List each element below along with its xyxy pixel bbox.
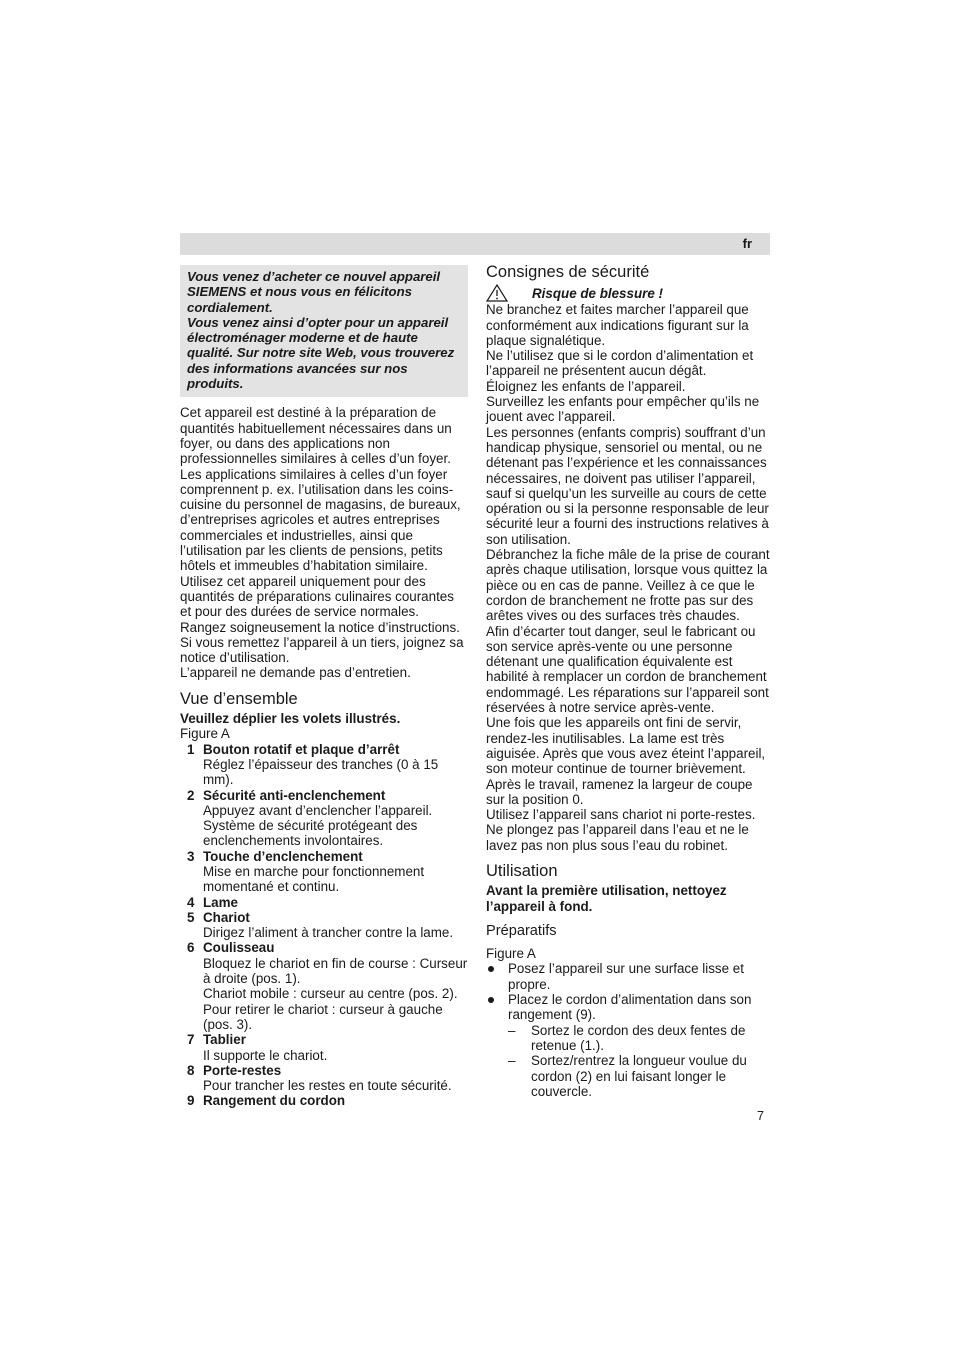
item-description: Pour trancher les restes en toute sécurité.: [203, 1078, 452, 1094]
utilisation-intro: Avant la première utilisation, nettoyez l’appareil à fond.: [486, 883, 727, 914]
overview-instruction: Veuillez déplier les volets illustrés.: [180, 711, 401, 727]
list-item: [486, 1053, 772, 1099]
overview-title: Vue d’ensemble: [180, 689, 298, 708]
item-title: Sécurité anti-enclenchement: [203, 787, 386, 803]
preparation-steps: [486, 961, 772, 1022]
safety-paragraph: Éloignez les enfants de l’appareil.: [486, 378, 686, 394]
list-item: [180, 849, 468, 895]
utilisation-title: Utilisation: [486, 861, 558, 880]
list-item: [486, 961, 772, 992]
item-title: Bouton rotatif et plaque d’arrêt: [203, 741, 400, 757]
safety-paragraph: Ne plongez pas l’appareil dans l’eau et ne le lavez pas non plus sous l’eau du robinet.: [486, 822, 749, 853]
step-text: Placez le cordon d’alimentation dans son rangement (9).: [508, 992, 752, 1023]
left-column: [180, 265, 468, 1109]
item-number: 6: [187, 940, 195, 956]
safety-title: Consignes de sécurité: [486, 263, 650, 281]
item-number: 1: [187, 741, 195, 757]
step-text: Posez l’appareil sur une surface lisse et propre.: [508, 961, 744, 992]
safety-paragraph: Utilisez l’appareil sans chariot ni porte-restes.: [486, 807, 756, 823]
list-item: [180, 1032, 468, 1063]
preparation-title: Préparatifs: [486, 922, 557, 939]
dash-icon: –: [508, 1053, 516, 1069]
item-title: Touche d’enclenchement: [203, 848, 363, 864]
item-description: Chariot mobile : curseur au centre (pos. 2).: [203, 986, 458, 1002]
item-description: Bloquez le chariot en fin de course : Curseur à droite (pos. 1).: [203, 955, 468, 987]
item-description: Dirigez l’aliment à trancher contre la lame.: [203, 925, 454, 941]
list-item: [180, 1063, 468, 1094]
usage-paragraph: Cet appareil est destiné à la préparation de quantités habituellement nécessaires dans un foyer, ou dans des applications non professionnelles similaires à celles d’un foyer. Les applications similaires à celles d’un foyer comprennent p. ex. l’utilisation dans les coins-cuisine du personnel de magasins, de bureaux, d’entreprises agricoles et autres entreprises commerciales et industrielles, ainsi que l’utilisation par les clients de pensions, petits hôtels et immeubles d’habitation similaire.: [180, 405, 461, 574]
safety-paragraph: Afin d’écarter tout danger, seul le fabricant ou son service après-vente ou une personne détenant une qualification équivalente est habilité à remplacer un cordon de branchement endommagé. Les réparations sur l’appareil sont réservées à notre service après-vente.: [486, 623, 769, 716]
item-number: 5: [187, 909, 195, 925]
substep-text: Sortez/rentrez la longueur voulue du cordon (2) en lui faisant longer le couvercle.: [531, 1053, 747, 1099]
safety-paragraph: Surveillez les enfants pour empêcher qu’ils ne jouent avec l’appareil.: [486, 394, 760, 425]
safety-paragraph: Ne branchez et faites marcher l’appareil que conformément aux indications figurant sur la plaque signalétique.: [486, 302, 749, 348]
item-title: Tablier: [203, 1032, 246, 1048]
list-item: [180, 788, 468, 849]
bullet-icon: [488, 966, 494, 972]
list-item: [486, 1023, 772, 1054]
item-description: Pour retirer le chariot : curseur à gauche (pos. 3).: [203, 1001, 443, 1032]
item-number: 3: [187, 848, 195, 864]
item-number: 4: [187, 894, 195, 910]
list-item: [180, 895, 468, 910]
substep-text: Sortez le cordon des deux fentes de retenue (1.).: [531, 1022, 746, 1053]
item-number: 9: [187, 1093, 195, 1109]
item-description: Réglez l’épaisseur des tranches (0 à 15 mm).: [203, 756, 439, 788]
item-title: Porte-restes: [203, 1062, 282, 1078]
usage-paragraph: Rangez soigneusement la notice d’instructions. Si vous remettez l’appareil à un tiers, joignez sa notice d’utilisation.: [180, 619, 464, 666]
intro-quality: Vous venez ainsi d’opter pour un appareil électroménager moderne et de haute qualité. Sur notre site Web, vous trouverez des informations avancées sur nos produits.: [187, 314, 455, 392]
safety-paragraph: Après le travail, ramenez la largeur de coupe sur la position 0.: [486, 776, 753, 807]
list-item: [180, 1093, 468, 1108]
component-list: [180, 742, 468, 1109]
warning-row: [486, 284, 772, 302]
warning-text: Risque de blessure !: [532, 285, 663, 301]
item-number: 7: [187, 1032, 195, 1048]
item-number: 2: [187, 787, 195, 803]
dash-icon: –: [508, 1022, 516, 1038]
item-title: Lame: [203, 894, 238, 910]
list-item: [180, 940, 468, 1032]
intro-box: [180, 265, 468, 397]
language-bar: [180, 233, 770, 255]
cord-substeps: [486, 1023, 772, 1099]
safety-paragraph: Ne l’utilisez que si le cordon d’alimentation et l’appareil ne présentent aucun dégât.: [486, 348, 754, 379]
overview-figure-ref: Figure A: [180, 726, 230, 742]
page-number: 7: [757, 1109, 764, 1123]
utilisation-figure-ref: Figure A: [486, 946, 536, 962]
item-title: Coulisseau: [203, 940, 275, 956]
right-column: [486, 265, 772, 1099]
item-title: Rangement du cordon: [203, 1093, 346, 1109]
item-title: Chariot: [203, 909, 250, 925]
item-description: Appuyez avant d’enclencher l’appareil. Système de sécurité protégeant des enclenchements involontaires.: [203, 802, 433, 849]
safety-paragraph: Les personnes (enfants compris) souffrant d’un handicap physique, sensoriel ou mental, ou ne détenant pas l’expérience et les connaissances nécessaires, ne doivent pas utiliser l’appareil, sauf si quelqu’un les surveille au cours de cette opération ou si la personne responsable de leur sécurité leur a fourni des instructions relatives à son utilisation.: [486, 424, 769, 547]
language-label: fr: [742, 236, 752, 251]
item-number: 8: [187, 1062, 195, 1078]
safety-paragraph: Une fois que les appareils ont fini de servir, rendez-les inutilisables. La lame est très aiguisée. Après que vous avez éteint l’appareil, son moteur continue de tourner brièvement.: [486, 715, 766, 777]
list-item: [180, 910, 468, 941]
bullet-icon: [488, 997, 494, 1003]
list-item: [180, 742, 468, 788]
safety-paragraph: Débranchez la fiche mâle de la prise de courant après chaque utilisation, lorsque vous quittez la pièce ou en cas de panne. Veillez à ce que le cordon de branchement ne frotte pas sur des arêtes vives ou des surfaces très chaudes.: [486, 547, 770, 624]
warning-triangle-icon: [486, 284, 508, 302]
usage-paragraph: Utilisez cet appareil uniquement pour des quantités de préparations culinaires courantes et pour des durées de service normales.: [180, 573, 454, 620]
item-description: Mise en marche pour fonctionnement momentané et continu.: [203, 863, 425, 895]
usage-paragraph: L’appareil ne demande pas d’entretien.: [180, 665, 411, 681]
list-item: [486, 992, 772, 1023]
item-description: Il supporte le chariot.: [203, 1047, 328, 1063]
intro-congrats: Vous venez d’acheter ce nouvel appareil SIEMENS et nous vous en félicitons cordialement.: [187, 269, 441, 315]
